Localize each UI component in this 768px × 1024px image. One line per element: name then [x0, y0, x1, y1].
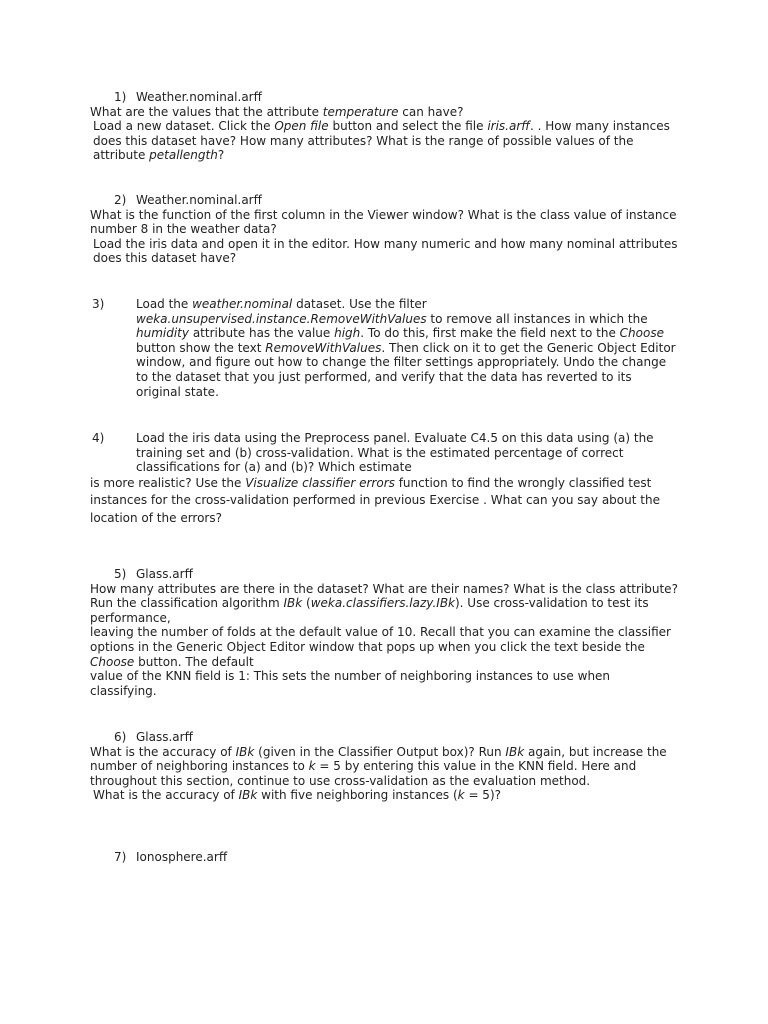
question-5-title: Glass.arff	[136, 567, 193, 581]
question-1-number: 1)	[114, 90, 127, 104]
question-2-text-1: What is the function of the first column in the Viewer window? What is the class value of instance number 8 in the weather data?	[90, 207, 677, 237]
question-2-text-2: Load the iris data and open it in the editor. How many numeric and how many nominal attributes does this dataset have?	[93, 236, 678, 266]
question-6-text-1: What is the accuracy of IBk (given in the Classifier Output box)? Run IBk again, but increase the number of neighboring instances to k = 5 by entering this value in the KNN field. Here and throughout this section, continue to use cross-validation as the evaluation method.	[90, 744, 667, 788]
question-7-number: 7)	[114, 850, 127, 864]
question-5-text-3: value of the KNN field is 1: This sets the number of neighboring instances to use when classifying.	[90, 669, 611, 698]
question-3	[90, 297, 680, 399]
question-7-heading	[90, 850, 680, 865]
question-1-text-2: Load a new dataset. Click the Open file button and select the file iris.arff. . How many instances does this dataset have? How many attributes? What is the range of possible values of the attribute petallength?	[93, 119, 670, 163]
question-5-text-1: How many attributes are there in the dataset? What are their names? What is the class attribute? Run the classification algorithm IBk (weka.classifiers.lazy.IBk). Use cross-validation to test its performance,	[90, 581, 678, 625]
question-5-text-2: leaving the number of folds at the default value of 10. Recall that you can examine the classifier options in the Generic Object Editor window that pops up when you click the text beside the Choose button. The default	[90, 625, 671, 669]
question-4	[90, 431, 680, 527]
question-5-heading	[90, 567, 680, 582]
question-6-number: 6)	[114, 730, 127, 744]
question-6	[90, 730, 680, 803]
question-7	[90, 850, 680, 865]
question-5-number: 5)	[114, 567, 127, 581]
question-6-text-2: What is the accuracy of IBk with five neighboring instances (k = 5)?	[93, 788, 501, 803]
question-6-title: Glass.arff	[136, 730, 193, 744]
question-5	[90, 567, 680, 698]
question-2-number: 2)	[114, 193, 127, 207]
question-2	[90, 193, 680, 266]
question-1	[90, 90, 680, 163]
question-3-number: 3)	[92, 297, 105, 311]
question-1-text-1: What are the values that the attribute temperature can have?	[90, 104, 464, 119]
question-2-heading	[90, 193, 680, 208]
question-4-text-2: is more realistic? Use the Visualize classifier errors function to find the wrongly classified test instances for the cross-validation performed in previous Exercise . What can you say about the location of the errors?	[90, 475, 660, 525]
question-4-text-1: 4) Load the iris data using the Preprocess panel. Evaluate C4.5 on this data using (a) the training set and (b) cross-validation. What is the estimated percentage of correct classifications for (a) and (b)? Which estimate	[92, 431, 654, 475]
question-6-heading	[90, 730, 680, 745]
question-2-title: Weather.nominal.arff	[136, 193, 262, 207]
question-1-title: Weather.nominal.arff	[136, 90, 262, 104]
question-1-heading	[90, 90, 680, 105]
question-3-text: 3) Load the weather.nominal dataset. Use the filter weka.unsupervised.instance.RemoveWithValues to remove all instances in which the humidity attribute has the value high. To do this, first make the field next to the Choose button show the text RemoveWithValues. Then click on it to get the Generic Object Editor window, and figure out how to change the filter settings appropriately. Undo the change to the dataset that you just performed, and verify that the data has reverted to its original state.	[92, 297, 676, 399]
question-7-title: Ionosphere.arff	[136, 850, 228, 864]
question-4-number: 4)	[92, 431, 105, 445]
